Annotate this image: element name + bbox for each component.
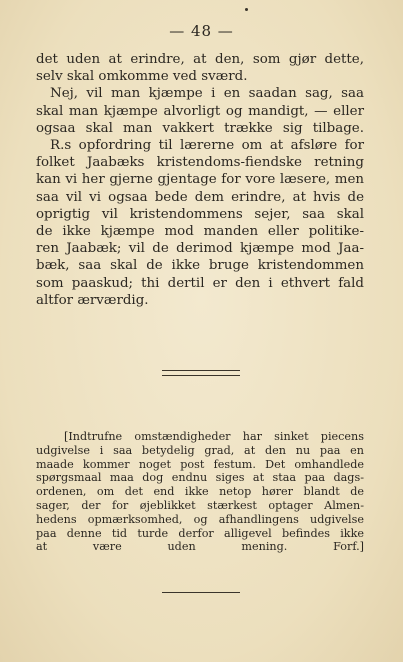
text-line: Nej, vil man kjæmpe i en saadan sag, saa [50, 86, 364, 102]
text-line: altfor ærværdig. [36, 292, 149, 308]
text-line: selv skal omkomme ved sværd. [36, 69, 248, 85]
text-line: skal man kjæmpe alvorligt og mandigt, — eller [36, 103, 364, 119]
text-line: R.s opfordring til lærerne om at afsløre for [50, 138, 364, 154]
text-line: de ikke kjæmpe mod manden eller politike- [36, 224, 364, 240]
page-number: — 48 — [169, 22, 234, 40]
single-rule-divider [162, 592, 240, 593]
ink-speck [245, 8, 248, 11]
note-line: at være uden mening. Forf.] [36, 540, 364, 554]
author-note-block [36, 430, 364, 554]
note-line: udgivelse i saa betydelig grad, at den nu paa en [36, 443, 364, 457]
text-line: folket Jaabæks kristendoms-fiendske retning [36, 155, 364, 171]
text-line: kan vi her gjerne gjentage for vore læsere, men [36, 172, 364, 188]
note-line: spørgsmaal maa dog endnu siges at staa paa dags- [36, 471, 364, 485]
text-line: som paaskud; thi dertil er den i ethvert fald [36, 275, 364, 291]
note-line: [Indtrufne omstændigheder har sinket piecens [64, 430, 364, 443]
main-text-block [36, 51, 364, 309]
note-line: maade kommer noget post festum. Det omhandlede [36, 457, 364, 471]
text-line: ren Jaabæk; vil de derimod kjæmpe mod Jaa- [36, 241, 364, 257]
text-line: bæk, saa skal de ikke bruge kristendommen [36, 258, 364, 274]
text-line: oprigtig vil kristendommens sejer, saa skal [36, 206, 364, 222]
text-line: det uden at erindre, at den, som gjør dette, [36, 52, 364, 67]
note-line: hedens opmærksomhed, og afhandlingens udgivelse [36, 512, 364, 526]
text-line: ogsaa skal man vakkert trække sig tilbage. [36, 120, 364, 136]
text-line: saa vil vi ogsaa bede dem erindre, at hvis de [36, 189, 364, 205]
double-rule-divider [162, 370, 240, 376]
note-line: paa denne tid turde derfor alligevel befindes ikke [36, 526, 364, 540]
note-line: sager, der for øjeblikket stærkest optager Almen- [36, 498, 364, 512]
note-line: ordenen, om det end ikke netop hører blandt de [36, 485, 364, 499]
